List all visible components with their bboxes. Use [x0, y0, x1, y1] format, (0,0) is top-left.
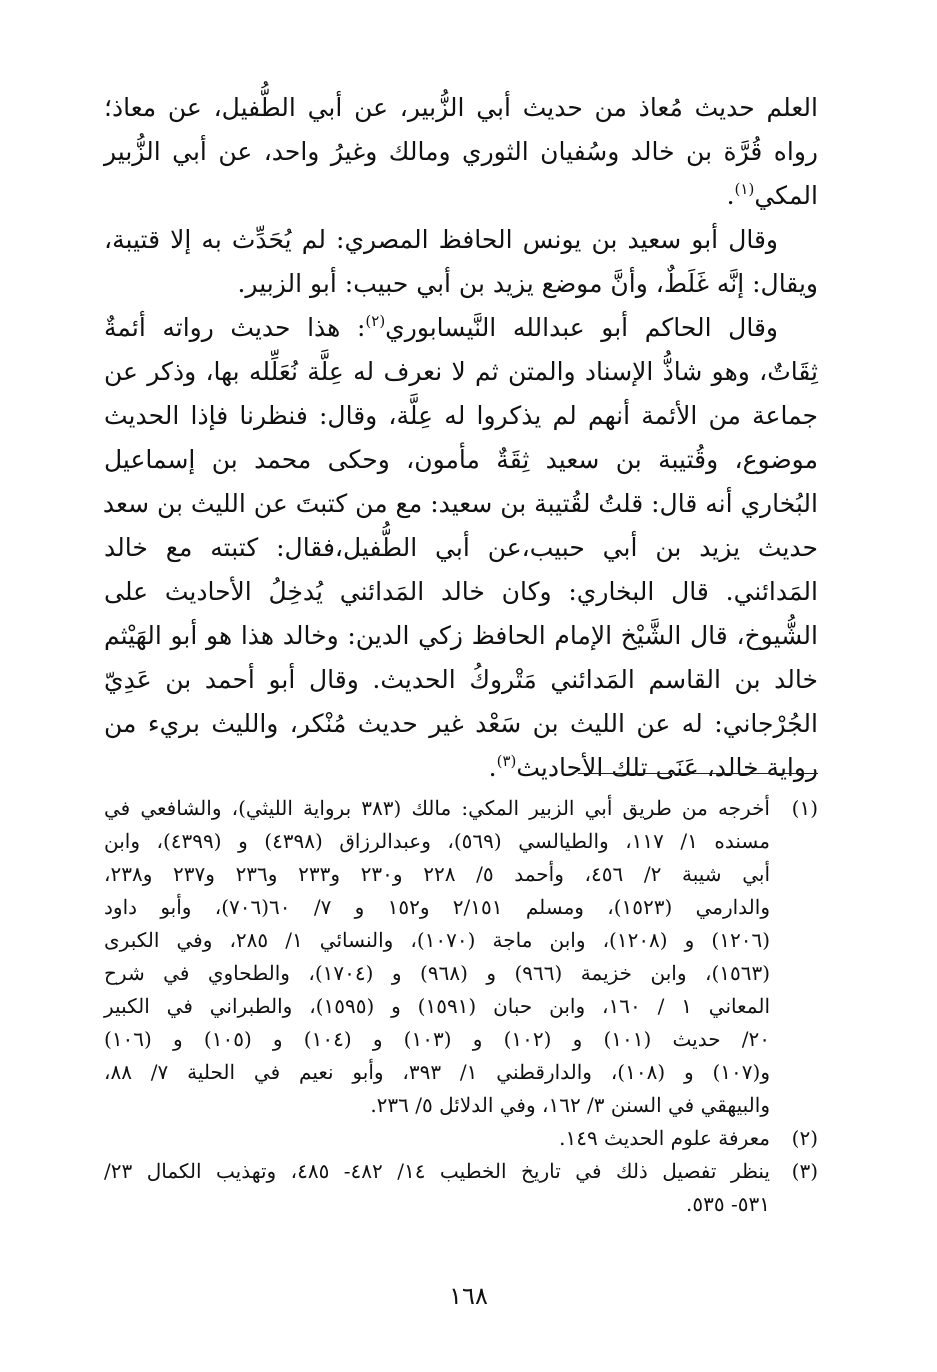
footnote-line: والدارمي (١٥٢٣)، ومسلم ٢/١٥١ و١٥٢ و ٧/ ٦٠(٧٠٦)، وأبو داود	[104, 895, 770, 919]
footnote-line: ٥٣١- ٥٣٥.	[686, 1192, 770, 1216]
line-text: .	[488, 753, 497, 782]
text-line: جماعة من الأئمة أنهم لم يذكروا له عِلَّة، وقال: فنظرنا فإذا الحديث	[104, 401, 818, 430]
footnote-ref: (١)	[734, 180, 755, 198]
footnote-3	[104, 1155, 818, 1221]
footnote-2	[104, 1122, 818, 1155]
text-line: الشُّيوخ، قال الشَّيْخ الإمام الحافظ زكي الدين: وخالد هذا هو أبو الهَيْثم	[104, 621, 818, 650]
footnote-ref: (٢)	[365, 312, 386, 330]
footnote-line: ينظر تفصيل ذلك في تاريخ الخطيب ١٤/ ٤٨٢- ٤٨٥، وتهذيب الكمال ٢٣/	[104, 1159, 770, 1183]
text-line: العلم حديث مُعاذ من حديث أبي الزُّبير، عن أبي الطُّفيل، عن معاذ؛	[104, 93, 818, 122]
footnote-1	[104, 792, 818, 1122]
text-line: المَدائني. قال البخاري: وكان خالد المَدائني يُدخِلُ الأحاديث على	[104, 577, 818, 606]
text-line: حديث يزيد بن أبي حبيب،عن أبي الطُّفيل،فقال: كتبته مع خالد	[104, 533, 818, 562]
line-text: : هذا حديث رواته أئمةٌ	[104, 313, 366, 342]
footnote-number: (١)	[791, 796, 818, 820]
line-text: وقال الحاكم أبو عبدالله النَّيسابوري	[385, 313, 778, 342]
line-text: رواية خالد، عَنَى تلك الأحاديث	[516, 753, 818, 782]
main-text	[104, 86, 818, 790]
text-line	[104, 746, 818, 790]
footnotes	[104, 792, 818, 1221]
footnote-number: (٢)	[791, 1126, 818, 1150]
text-line: ويقال: إنَّه غَلَطٌ، وأنَّ موضع يزيد بن أبي حبيب: أبو الزبير.	[237, 269, 818, 298]
footnote-line: (١٥٦٣)، وابن خزيمة (٩٦٦) و (٩٦٨) و (١٧٠٤)، والطحاوي في شرح	[104, 961, 771, 985]
text-line: الجُرْجاني: له عن الليث بن سَعْد غير حديث مُنْكر، والليث بريء من	[104, 709, 818, 738]
text-line: موضوع، وقُتيبة بن سعيد ثِقَةٌ مأمون، وحكى محمد بن إسماعيل	[104, 445, 818, 474]
text-line: ثِقَاتٌ، وهو شاذُّ الإسناد والمتن ثم لا نعرف له عِلَّة نُعَلِّله بها، وذكر عن	[104, 357, 818, 386]
text-line	[104, 174, 818, 218]
text-line	[104, 306, 818, 350]
page-number: ١٦٨	[449, 1282, 488, 1310]
footnote-line: و(١٠٧) و (١٠٨)، والدارقطني ١/ ٣٩٣، وأبو نعيم في الحلية ٧/ ٨٨،	[104, 1060, 770, 1084]
footnote-line: معرفة علوم الحديث ١٤٩.	[559, 1126, 770, 1150]
footnote-number: (٣)	[791, 1159, 818, 1183]
footnote-line: أخرجه من طريق أبي الزبير المكي: مالك (٣٨٣ برواية الليثي)، والشافعي في	[104, 796, 770, 820]
line-text: المكي	[754, 181, 818, 210]
line-text: .	[726, 181, 735, 210]
footnote-line: والبيهقي في السنن ٣/ ١٦٢، وفي الدلائل ٥/ ٢٣٦.	[370, 1093, 770, 1117]
text-line: رواه قُرَّة بن خالد وسُفيان الثوري ومالك وغيرُ واحد، عن أبي الزُّبير	[104, 137, 818, 166]
text-line: البُخاري أنه قال: قلتُ لقُتيبة بن سعيد: مع من كتبتَ عن الليث بن سعد	[102, 489, 818, 518]
text-line: خالد بن القاسم المَدائني مَتْروكُ الحديث. وقال أبو أحمد بن عَدِيّ	[104, 665, 818, 694]
footnote-line: المعاني ١ / ١٦٠، وابن حبان (١٥٩١) و (١٥٩٥)، والطبراني في الكبير	[104, 994, 770, 1018]
footnote-line: (١٢٠٦) و (١٢٠٨)، وابن ماجة (١٠٧٠)، والنسائي ١/ ٢٨٥، وفي الكبرى	[104, 928, 770, 952]
footnote-line: مسنده ١/ ١١٧، والطيالسي (٥٦٩)، وعبدالرزاق (٤٣٩٨) و (٤٣٩٩)، وابن	[104, 829, 770, 853]
footnote-line: أبي شيبة ٢/ ٤٥٦، وأحمد ٥/ ٢٢٨ و٢٣٠ و٢٣٣ و٢٣٦ و٢٣٧ و٢٣٨،	[104, 862, 771, 886]
footnote-divider	[578, 773, 818, 774]
text-line: وقال أبو سعيد بن يونس الحافظ المصري: لم يُحَدِّث به إلا قتيبة،	[104, 225, 778, 254]
footnote-ref: (٣)	[496, 752, 517, 770]
footnote-line: ٢٠/ حديث (١٠١) و (١٠٢) و (١٠٣) و (١٠٤) و (١٠٥) و (١٠٦)	[104, 1027, 770, 1051]
